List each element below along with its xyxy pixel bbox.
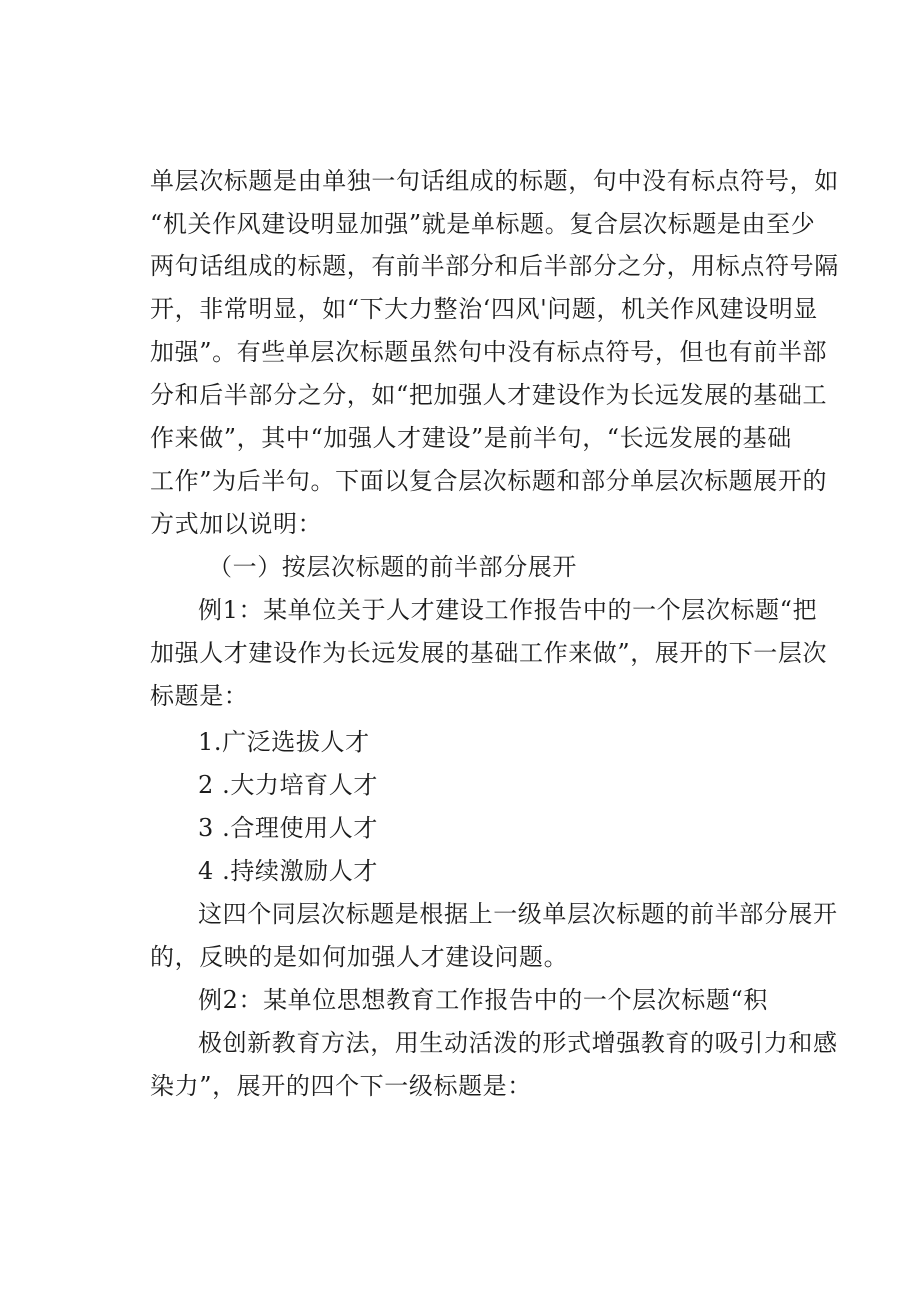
- paragraph-line: 分和后半部分之分，如“把加强人才建设作为长远发展的基础工: [150, 381, 828, 409]
- paragraph-line: 标题是：: [150, 682, 249, 710]
- paragraph-line: 这四个同层次标题是根据上一级单层次标题的前半部分展开: [198, 900, 838, 928]
- section-heading: （一）按层次标题的前半部分展开: [208, 553, 577, 581]
- paragraph-line: 开，非常明显，如“下大力整治‘四风'问题，机关作风建设明显: [150, 295, 818, 323]
- list-item: 1.广泛选拔人才: [198, 728, 370, 756]
- paragraph-line: “机关作风建设明显加强”就是单标题。复合层次标题是由至少: [150, 210, 816, 238]
- paragraph-line: 加强”。有些单层次标题虽然句中没有标点符号，但也有前半部: [150, 338, 828, 366]
- paragraph-line: 两句话组成的标题，有前半部分和后半部分之分，用标点符号隔: [150, 252, 839, 280]
- paragraph-line: 染力”，展开的四个下一级标题是：: [150, 1072, 532, 1100]
- list-item: 4 .持续激励人才: [198, 857, 378, 885]
- paragraph-line: 作来做”，其中“加强人才建设”是前半句，“长远发展的基础: [150, 424, 792, 452]
- paragraph-line: 例2：某单位思想教育工作报告中的一个层次标题“积: [198, 986, 768, 1014]
- paragraph-line: 加强人才建设作为长远发展的基础工作来做”，展开的下一层次: [150, 639, 828, 667]
- paragraph-line: 工作”为后半句。下面以复合层次标题和部分单层次标题展开的: [150, 467, 828, 495]
- paragraph-line: 方式加以说明：: [150, 510, 323, 538]
- list-item: 3 .合理使用人才: [198, 814, 378, 842]
- list-item: 2 .大力培育人才: [198, 771, 378, 799]
- paragraph-line: 的，反映的是如何加强人才建设问题。: [150, 943, 569, 971]
- paragraph-line: 例1：某单位关于人才建设工作报告中的一个层次标题“把: [198, 596, 818, 624]
- paragraph-line: 极创新教育方法，用生动活泼的形式增强教育的吸引力和感: [198, 1029, 838, 1057]
- paragraph-line: 单层次标题是由单独一句话组成的标题，句中没有标点符号，如: [150, 167, 839, 195]
